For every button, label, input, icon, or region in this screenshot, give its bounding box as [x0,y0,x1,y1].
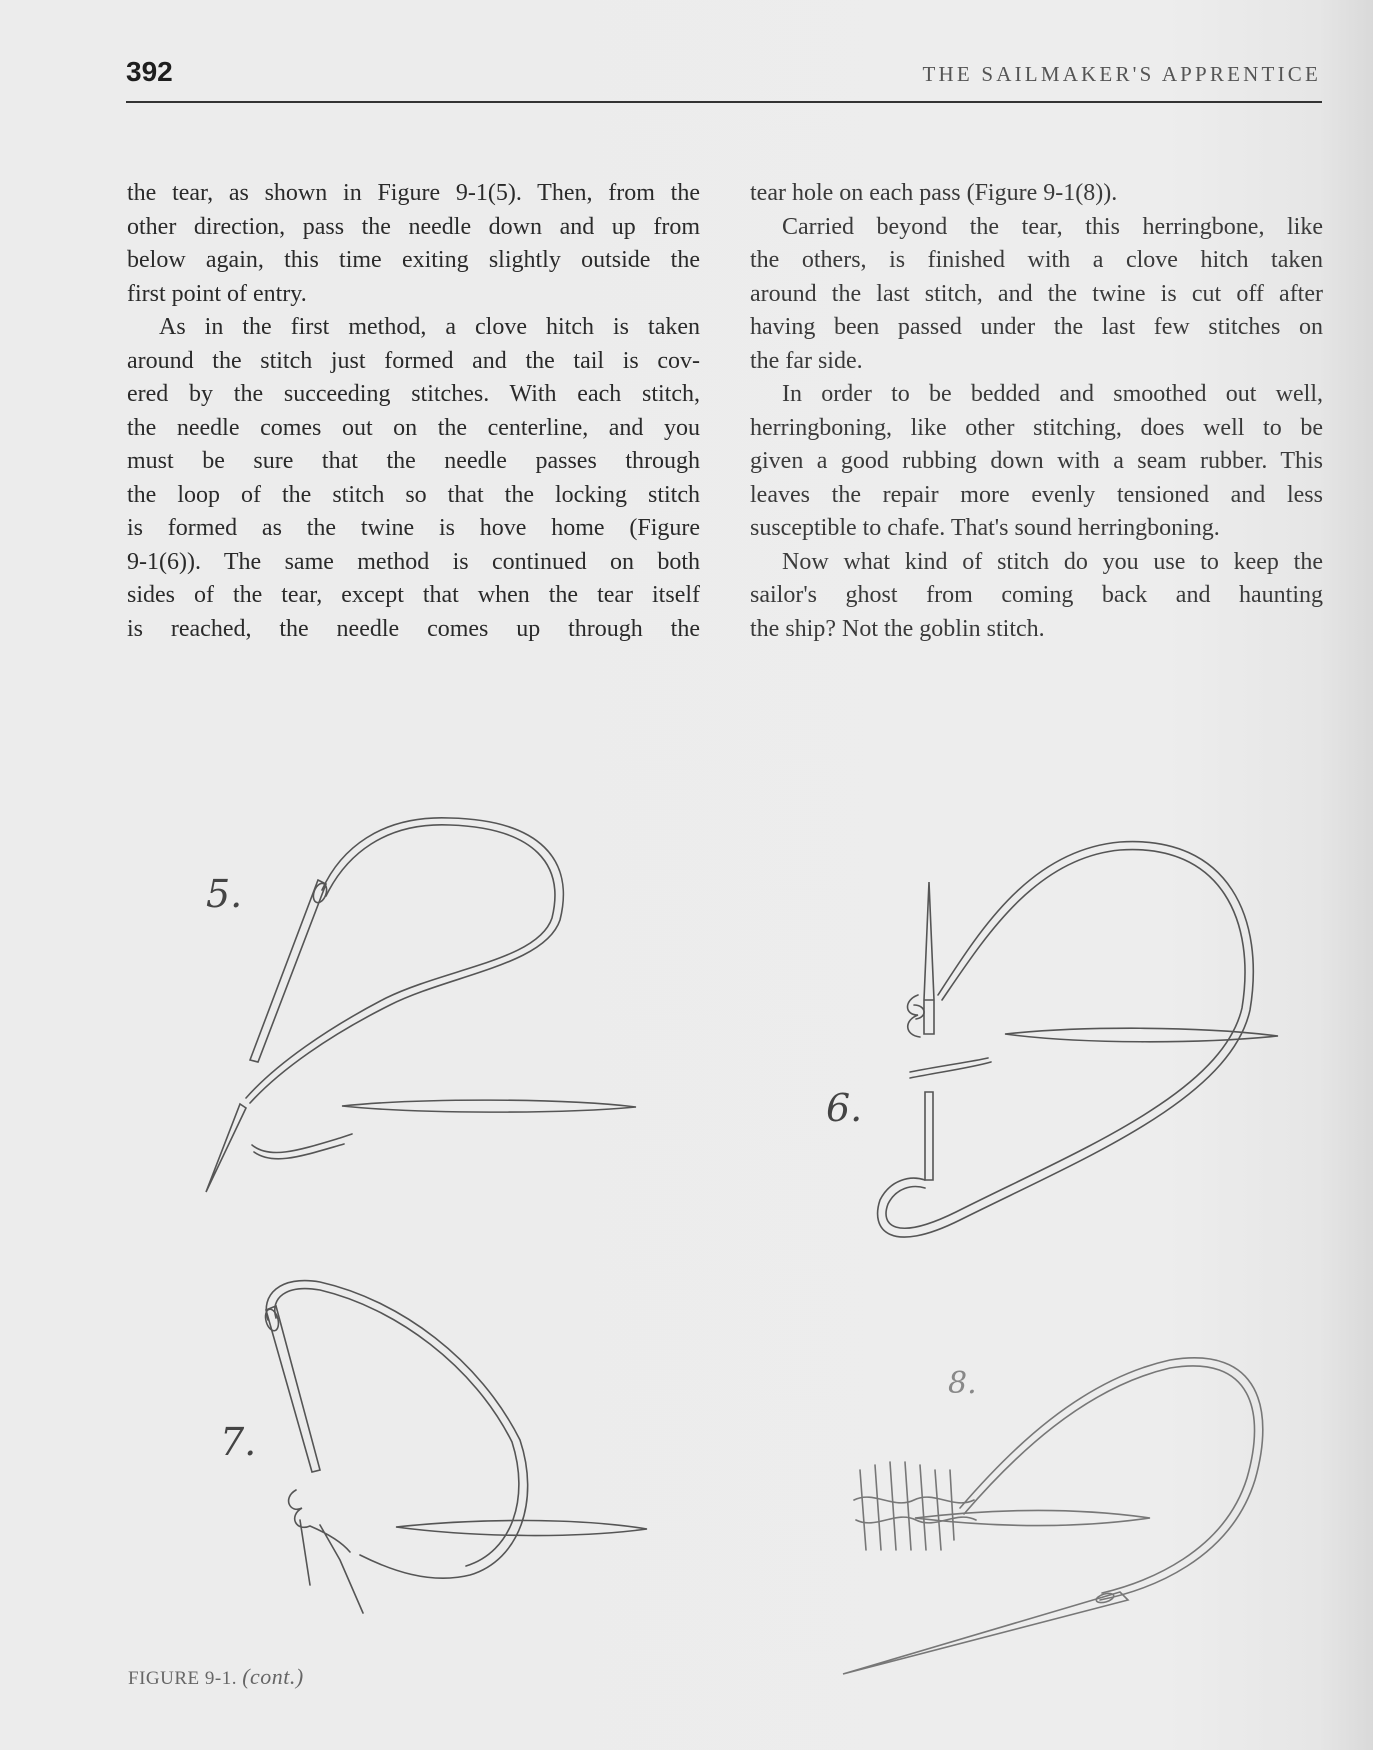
needle-icon [843,1592,1128,1674]
figure-label-8: 8. [948,1366,977,1401]
clove-hitch [908,995,925,1037]
text-line: Now what kind of stitch do you use to keep the [782,548,1323,575]
tear-slit [1005,1028,1278,1042]
page-number: 392 [126,56,173,87]
text-line: must be sure that the needle passes through [127,448,700,474]
text-line: is reached, the needle comes up through the [127,615,700,642]
tear-slit [342,1100,636,1112]
figure-label-5: 5. [206,872,243,916]
figure-6-drawing [878,842,1278,1237]
text-line: herringboning, like other stitching, does well to be [750,414,1323,441]
text-line: ered by the succeeding stitches. With each stitch, [127,381,700,407]
running-title: THE SAILMAKER'S APPRENTICE [922,62,1321,86]
herringbone-stitches [854,1462,976,1550]
needle-point [206,1104,246,1192]
text-line: the others, is finished with a clove hitch taken [750,247,1323,273]
text-line: the tear, as shown in Figure 9-1(5). Then, from the [127,180,700,206]
needle-icon [924,882,934,1034]
text-line: other direction, pass the needle down and up from [127,213,700,240]
text-line: having been passed under the last few stitches on [750,314,1323,340]
text-line: sides of the tear, except that when the tear itself [127,582,700,608]
lower-needle [925,1092,933,1180]
figure-7-drawing [263,1281,647,1613]
text-line: the loop of the stitch so that the locking stitch [127,481,700,508]
twine-loop [960,1358,1263,1600]
text-line: below again, this time exiting slightly outside the [127,247,700,273]
text-line: leaves the repair more evenly tensioned and less [750,481,1323,508]
text-line: the needle comes out on the centerline, and you [127,414,700,441]
text-line: around the stitch just formed and the tail is cov- [127,347,700,374]
caption-label: FIGURE 9-1. [128,1668,243,1689]
tear-slit [915,1511,1150,1526]
text-line: Carried beyond the tear, this herringbone, like [782,213,1323,240]
twine-tail [252,1134,352,1159]
text-line: As in the first method, a clove hitch is taken [159,314,700,340]
text-line: first point of entry. [127,280,307,307]
figure-label-7: 7. [220,1420,257,1464]
text-line: In order to be bedded and smoothed out well, [782,381,1323,407]
figure-8-drawing [843,1358,1263,1674]
text-line: given a good rubbing down with a seam rubber. This [750,448,1323,474]
figure-caption [128,1664,304,1690]
twine-tail [910,1058,991,1078]
needle-icon [250,880,326,1062]
figure-5-drawing [206,818,636,1192]
text-line: around the last stitch, and the twine is cut off after [750,280,1323,307]
text-line: sailor's ghost from coming back and haunting [750,582,1323,608]
twine-loop [266,1281,527,1579]
figure-label-6: 6. [826,1086,863,1130]
clove-hitch [289,1490,363,1613]
text-line: the ship? Not the goblin stitch. [750,615,1045,642]
text-line: the far side. [750,347,863,374]
text-line: tear hole on each pass (Figure 9-1(8)). [750,180,1118,206]
text-line: 9-1(6)). The same method is continued on both [127,548,700,575]
text-line: susceptible to chafe. That's sound herringboning. [750,515,1220,541]
text-line: is formed as the twine is hove home (Figure [127,515,700,541]
caption-note: (cont.) [242,1664,304,1689]
